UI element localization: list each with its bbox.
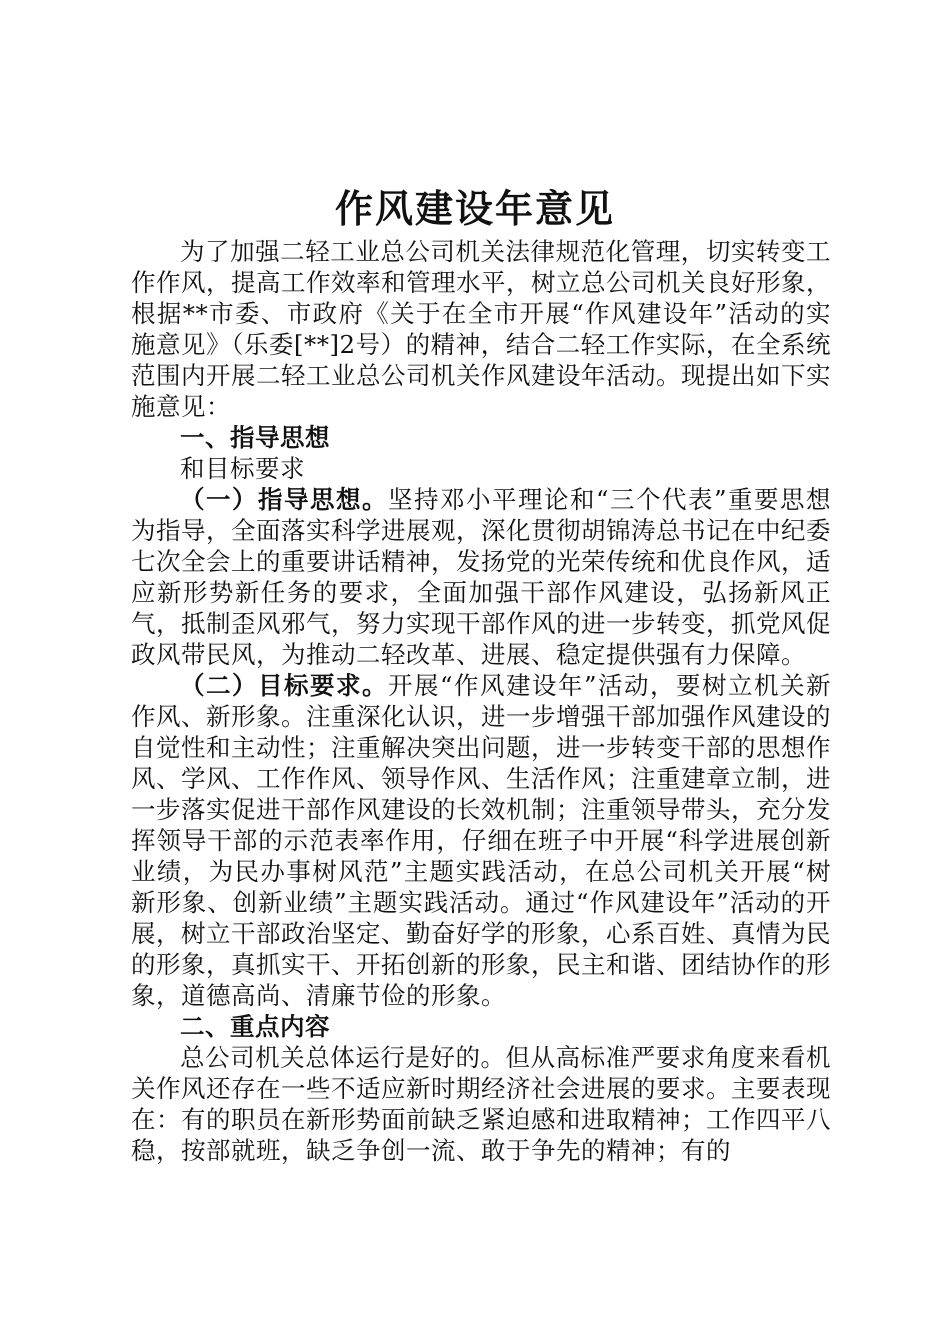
item1-lead: （一）指导思想。 xyxy=(180,485,388,514)
document-title: 作风建设年意见 xyxy=(334,187,615,231)
section1-subline: 和目标要求 xyxy=(180,454,305,483)
document-body xyxy=(131,236,831,1166)
item2-text: 开展“作风建设年”活动，要树立机关新作风、新形象。注重深化认识，进一步增强干部加强作风建设的自觉性和主动性；注重解决突出问题，进一步转变干部的思想作风、学风、工作作风、领导作风、生活作风；注重建章立制，进一步落实促进干部作风建设的长效机制；注重领导带头，充分发挥领导干部的示范表率作用，仔细在班子中开展“科学进展创新业绩，为民办事树风范”主题实践活动，在总公司机关开展“树新形象、创新业绩”主题实践活动。通过“作风建设年”活动的开展，树立干部政治坚定、勤奋好学的形象，心系百姓、真情为民的形象，真抓实干、开拓创新的形象，民主和谐、团结协作的形象，道德高尚、清廉节俭的形象。 xyxy=(131,671,831,1010)
item1-text: 坚持邓小平理论和“三个代表”重要思想为指导，全面落实科学进展观，深化贯彻胡锦涛总书记在中纪委七次全会上的重要讲话精神，发扬党的光荣传统和优良作风，适应新形势新任务的要求，全面加强干部作风建设，弘扬新风正气，抵制歪风邪气，努力实现干部作风的进一步转变，抓党风促政风带民风，为推动二轻改革、进展、稳定提供强有力保障。 xyxy=(131,485,831,669)
section2-paragraph: 总公司机关总体运行是好的。但从高标准严要求角度来看机关作风还存在一些不适应新时期经济社会进展的要求。主要表现在：有的职员在新形势面前缺乏紧迫感和进取精神；工作四平八稳，按部就班，缺乏争创一流、敢于争先的精神；有的 xyxy=(131,1043,831,1165)
intro-paragraph: 为了加强二轻工业总公司机关法律规范化管理，切实转变工作作风，提高工作效率和管理水平，树立总公司机关良好形象，根据**市委、市政府《关于在全市开展“作风建设年”活动的实施意见》（乐委[**]2号）的精神，结合二轻工作实际，在全系统范围内开展二轻工业总公司机关作风建设年活动。现提出如下实施意见： xyxy=(131,237,831,421)
item2-lead: （二）目标要求。 xyxy=(180,671,388,700)
section2-heading: 二、重点内容 xyxy=(180,1012,330,1041)
item2-paragraph xyxy=(131,670,831,1011)
item1-paragraph xyxy=(131,484,831,670)
section1-heading: 一、指导思想 xyxy=(180,423,330,452)
